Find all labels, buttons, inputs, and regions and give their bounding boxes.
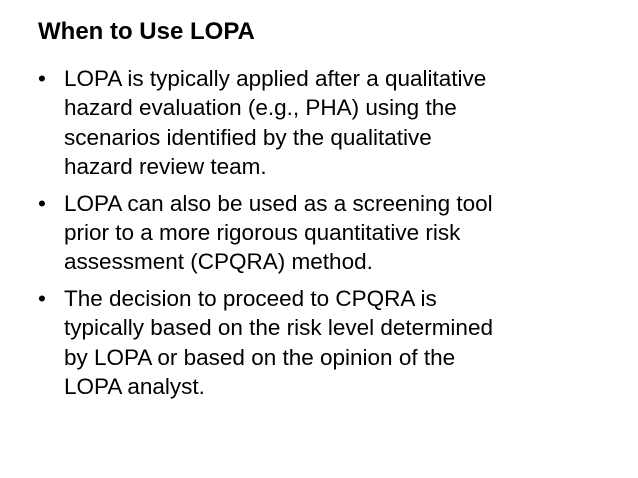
- bullet-dot-icon: •: [38, 190, 46, 216]
- bullet-1-line-4: hazard review team.: [64, 154, 267, 180]
- bullet-item-1: [38, 64, 598, 182]
- bullet-item-2: [38, 189, 598, 277]
- bullet-3-line-1: The decision to proceed to CPQRA is: [64, 285, 437, 311]
- bullet-dot-icon: •: [38, 66, 46, 91]
- bullet-2-line-1: LOPA can also be used as a screening tool: [64, 190, 493, 216]
- bullet-3-line-4: LOPA analyst.: [64, 374, 205, 400]
- bullet-3-line-3: by LOPA or based on the opinion of the: [64, 344, 456, 370]
- slide-title: When to Use LOPA: [38, 18, 255, 45]
- bullet-2-line-3: assessment (CPQRA) method.: [64, 249, 373, 275]
- bullet-item-3: [38, 284, 598, 402]
- bullet-1-line-2: hazard evaluation (e.g., PHA) using the: [64, 95, 457, 121]
- bullet-1-line-3: scenarios identified by the qualitative: [64, 124, 432, 150]
- bullet-1-line-1: LOPA is typically applied after a qualitative: [64, 66, 487, 91]
- bullet-list: [38, 64, 598, 408]
- bullet-2-line-2: prior to a more rigorous quantitative risk: [64, 220, 461, 246]
- bullet-dot-icon: •: [38, 285, 46, 311]
- bullet-3-line-2: typically based on the risk level determined: [64, 315, 493, 341]
